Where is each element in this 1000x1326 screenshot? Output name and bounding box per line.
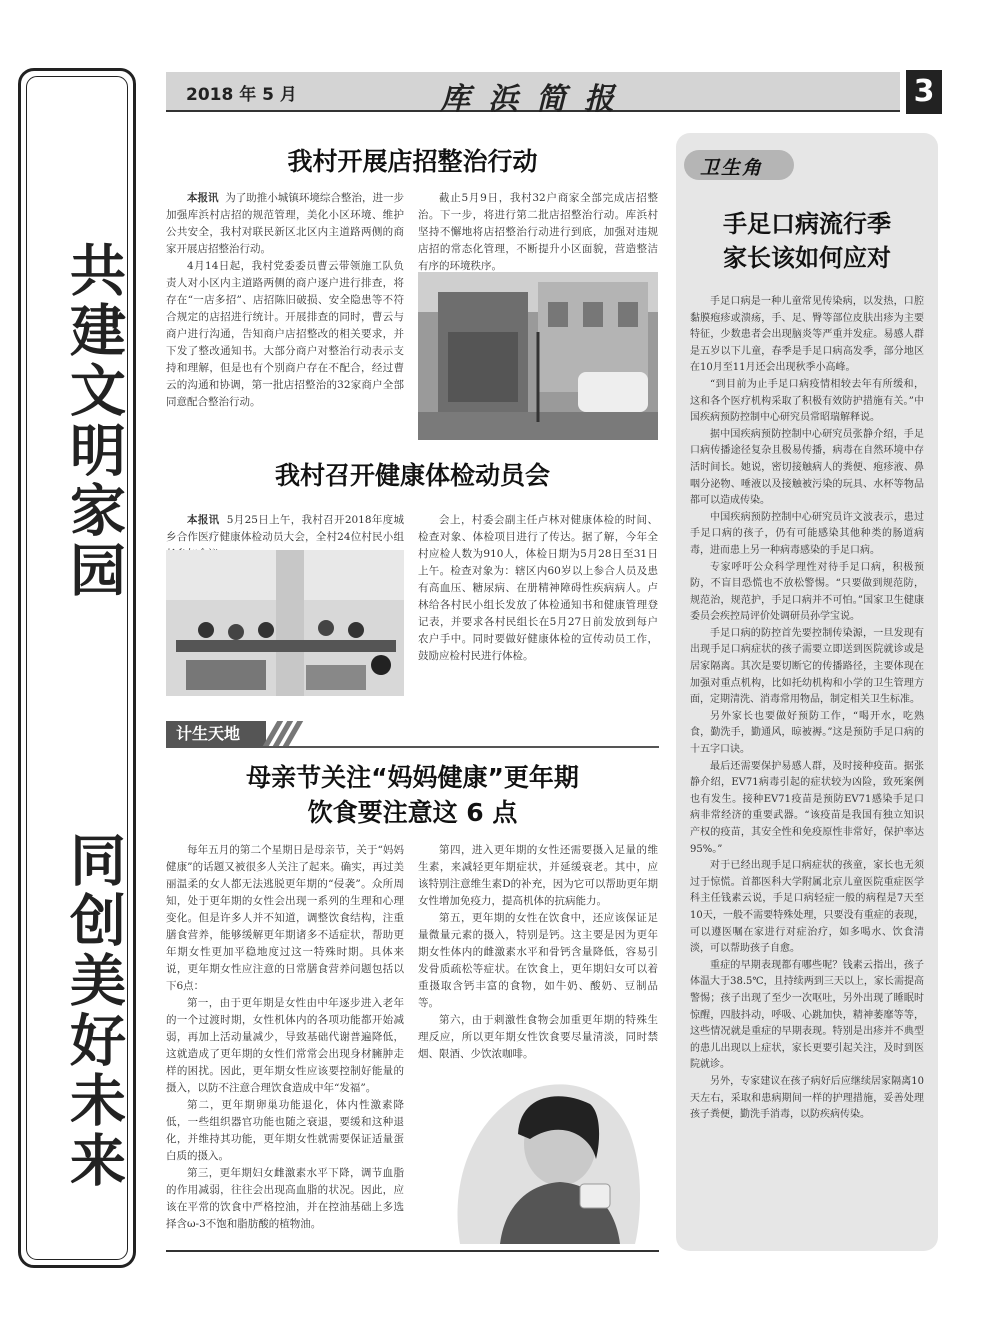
article1-title: 我村开展店招整治行动 (287, 147, 538, 176)
article3-p7: 第六，由于刺激性食物会加重更年期的特殊生理反应，所以更年期女性饮食要尽量清淡，同时禁烟、限酒、少饮浓咖啡。 (418, 1014, 658, 1060)
sidebar-paragraph: 据中国疾病预防控制中心研究员张静介绍，手足口病传播途径复杂且极易传播，病毒在自然环境中存活时间长。她说，密切接触病人的粪便、疱疹液、鼻咽分泌物、唾液以及接触被污染的玩具、水杯等物品都可以造成传染。 (690, 428, 924, 507)
slogan-line-1: 共建文明家园 (61, 241, 126, 601)
sidebar-paragraph: 对于已经出现手足口病症状的孩童，家长也无须过于惊慌。首都医科大学附属北京儿童医院重症医学科主任钱素云说，手足口病轻症一般的病程是7天至10天，一般不需要特殊处理，只要没有重症的表现，可以遵医嘱在家进行对症治疗，如多喝水、饮食清淡，可以帮助孩子自愈。 (690, 860, 924, 955)
sidebar-paragraph: 手足口病是一种儿童常见传染病，以发热，口腔黏膜疱疹或溃疡，手、足、臀等部位皮肤出疹为主要特征，少数患者会出现脑炎等严重并发症。易感人群是五岁以下儿童，春季是手足口病高发季，部分地区在10月至11月还会出现秋季小高峰。 (690, 296, 924, 374)
sidebar-tag: 卫生角 (700, 157, 764, 179)
article2-col2 (418, 512, 658, 698)
article3-p6: 第五，更年期的女性在饮食中，还应该保证足量微量元素的摄入，特别是钙。这主要是因为更年期女性体内的雌激素水平和骨钙含量降低，容易引发骨质疏松等症状。在饮食上，更年期妇女可以着重摄取含钙丰富的食物，如牛奶、酸奶、豆制品等。 (418, 912, 658, 1009)
article3-p1: 每年五月的第二个星期日是母亲节，关于“妈妈健康”的话题又被很多人关注了起来。确实，再过美丽温柔的女人都无法逃脱更年期的“侵袭”。众所周知，处于更年期的女性会出现一系列的生理和心理变化。但是许多人并不知道，调整饮食结构，注重膳食营养，能够缓解更年期诸多不适症状，帮助更年期女性更加平稳地度过这一特殊时期。具体来说，更年期女性应注意的日常膳食营养问题包括以下6点： (166, 844, 404, 992)
article1-p3: 截止5月9日，我村32户商家全部完成店招整治。下一步，将进行第二批店招整治行动。库浜村坚持不懈地将店招整治行动进行到底，加强对违规店招的常态化管理，不断提升小区面貌，营造整洁有序的环境秩序。 (418, 192, 658, 272)
article2-photo (166, 550, 404, 696)
article1-photo (418, 272, 658, 440)
article1-p2: 4月14日起，我村党委委员曹云带领施工队负责人对小区内主道路两侧的商户逐户进行排查，将存在“一店多招”、店招陈旧破损、安全隐患等不符合规定的店招进行统计。开展排查的同时，曹云与商户进行沟通，告知商户店招整改的相关要求，并下发了整改通知书。大部分商户对整治行动表示支持和理解，但是也有个别商户存在不配合，经过曹云的沟通和协调，第一批店招整治的32家商户全部同意配合整治行动。 (166, 260, 404, 408)
newsletter-title: 库浜简报 (440, 82, 632, 117)
article2-lead: 本报讯 (187, 514, 220, 526)
sidebar-paragraph: “到目前为止手足口病疫情相较去年有所缓和，这和各个医疗机构采取了积极有效防护措施有关。”中国疾病预防控制中心研究员常昭瑞解释说。 (690, 378, 924, 424)
article2-p2: 会上，村委会副主任卢林对健康体检的时间、检查对象、体检项目进行了传达。据了解，今年全村应检人数为910人，体检日期为5月28日至31日上午。检查对象为：辖区内60岁以上参合人员及患有高血压、糖尿病、在册精神障碍性疾病病人。卢林给各村民小组长发放了体检通知书和健康管理登记表，并要求各村民组长在5月27日前发放到每户农户手中。同时要做好健康体检的宣传动员工作，鼓励应检村民进行体检。 (418, 514, 658, 662)
page-number: 3 (906, 70, 942, 114)
article3-p2: 第一，由于更年期是女性由中年逐步进入老年的一个过渡时期，女性机体内的各项功能都开始减弱，再加上活动量减少，导致基础代谢普遍降低，这就造成了更年期的女性们常常会出现身材臃肿走样的困扰。因此，更年期女性应该要控制好能量的摄入，以防不注意合理饮食造成中年“发福”。 (166, 997, 404, 1094)
article3-col2 (418, 842, 658, 1060)
article2-col1 (166, 512, 404, 548)
section-rule (166, 746, 659, 748)
article3-col1 (166, 842, 404, 1242)
sidebar-paragraph: 另外家长也要做好预防工作，“喝开水，吃熟食，勤洗手，勤通风，晾被褥。”这是预防手足口病的十五字口诀。 (690, 710, 924, 756)
article3-title-line2: 饮食要注意这 6 点 (307, 798, 518, 827)
article3-p4: 第三，更年期妇女雌激素水平下降，调节血脂的作用减弱，往往会出现高血脂的状况。因此，应该在平常的饮食中严格控油，并在控油基础上多选择含ω-3不饱和脂肪酸的植物油。 (166, 1167, 404, 1230)
sidebar-paragraph: 专家呼吁公众科学理性对待手足口病，积极预防，不盲目恐慌也不放松警惕。“只要做到规范防，规范治，规范护，手足口病并不可怕。”国家卫生健康委员会疾控局评价处调研员孙学宝说。 (690, 561, 924, 623)
article3-title-line1: 母亲节关注“妈妈健康”更年期 (246, 763, 579, 792)
meeting-photo (166, 550, 404, 696)
slogan-line-2: 同创美好未来 (61, 831, 126, 1191)
slogan-box (18, 68, 136, 1268)
article2-p1: 5月25日上午，我村召开2018年度城乡合作医疗健康体检动员大会，全村24位村民小组 (166, 514, 404, 543)
sidebar-paragraph: 另外，专家建议在孩子病好后应继续居家隔离10天左右，采取和患病期间一样的护理措施，妥善处理孩子粪便，勤洗手消毒，以防疾病传染。 (690, 1075, 924, 1121)
sidebar-paragraph: 最后还需要保护易感人群，及时接种疫苗。据张静介绍，EV71病毒引起的症状较为凶险，致死案例也有发生。接种EV71疫苗是预防EV71感染手足口病非常经济的重要武器。“该疫苗是我国有独立知识产权的疫苗，其安全性和免疫原性非常好，保护率达95%。” (690, 760, 924, 855)
footer-rule (166, 1250, 659, 1252)
article3-p5: 第四，进入更年期的女性还需要摄入足量的维生素，来减轻更年期症状，并延缓衰老。其中，应该特别注意维生素D的补充，因为它可以帮助更年期女性增加免疫力，提高机体的抗病能力。 (418, 844, 658, 907)
article3-p3: 第二，更年期卵巢功能退化，体内性激素降低，一些组织器官功能也随之衰退，要缓和这种退化，并维持其功能，更年期女性就需要保证适量蛋白质的摄入。 (166, 1099, 404, 1162)
sidebar-title-line2: 家长该如何应对 (723, 244, 891, 272)
section-tag: 计生天地 (166, 721, 266, 746)
sidebar-paragraph: 重症的早期表现都有哪些呢？钱素云指出，孩子体温大于38.5℃，且持续两到三天以上，家长需提高警惕；孩子出现了至少一次呕吐，另外出现了睡眠时惊醒，四肢抖动，呼吸、心跳加快，精神萎靡等等，这些情况就是重症的早期表现。特别是出疹并不典型的患儿出现以上症状，家长更要引起关注，及时到医院就诊。 (690, 959, 924, 1071)
woman-with-cup-photo (440, 1064, 650, 1244)
storefront-photo (418, 272, 658, 440)
article1-col2 (418, 190, 658, 272)
sidebar-title-line1: 手足口病流行季 (723, 210, 891, 238)
sidebar-body (690, 294, 924, 1244)
article2-title: 我村召开健康体检动员会 (274, 461, 550, 490)
issue-date: 2018 年 5 月 (186, 85, 297, 105)
article1-col1 (166, 190, 404, 438)
article3-photo (440, 1064, 650, 1244)
sidebar-paragraph: 手足口病的防控首先要控制传染源，一旦发现有出现手足口病症状的孩子需要立即送到医院就诊或是居家隔离。其次是要切断它的传播路径，主要体现在加强对重点机构，比如托幼机构和小学的卫生管理方面，定期清洗、消毒常用物品，制定相关卫生标准。 (690, 627, 924, 706)
article1-lead: 本报讯 (187, 192, 219, 204)
article1-col1-end (166, 419, 404, 439)
sidebar-paragraph: 中国疾病预防控制中心研究员许文波表示，患过手足口病的孩子，仍有可能感染其他种类的肠道病毒，进而患上另一种病毒感染的手足口病。 (690, 511, 924, 556)
article1-p1: 为了助推小城镇环境综合整治，进一步加强库浜村店招的规范管理，美化小区环境、维护公共安全，我村对联民新区北区内主道路两侧的商家开展店招整治行动。 (166, 192, 405, 255)
